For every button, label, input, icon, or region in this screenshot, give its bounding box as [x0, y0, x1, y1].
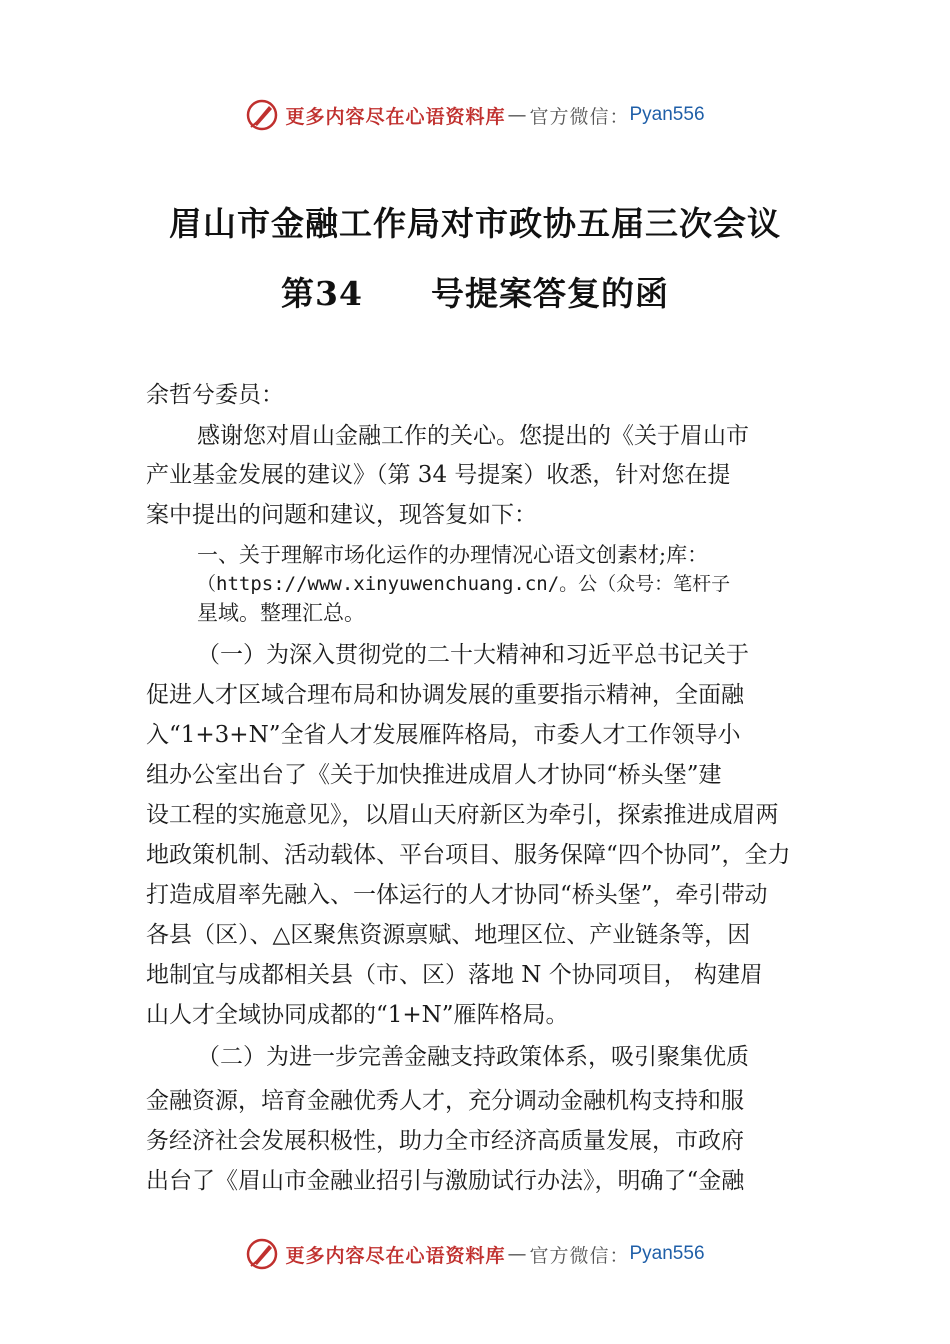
body-line: 感谢您对眉山金融工作的关心。您提出的《关于眉山市	[197, 423, 749, 449]
body-line: （二）为进一步完善金融支持政策体系，吸引聚集优质	[197, 1044, 749, 1070]
salutation: 余哲兮委员：	[146, 382, 284, 408]
body-line: 务经济社会发展积极性，助力全市经济高质量发展，市政府	[146, 1128, 744, 1154]
body-line: 出台了《眉山市金融业招引与激励试行办法》，明确了“金融	[146, 1168, 745, 1194]
body-line: 产业基金发展的建议》（第 34 号提案）收悉，针对您在提	[146, 462, 731, 488]
watermark-site-text: 更多内容尽在心语资料库	[285, 1244, 506, 1267]
body-line: 地政策机制、活动载体、平台项目、服务保障“四个协同”，全力	[146, 842, 791, 868]
body-line: 地制宜与成都相关县（市、区）落地 N 个协同项目， 构建眉	[146, 962, 764, 988]
watermark-dash: —	[507, 104, 528, 126]
body-line: 一、关于理解市场化运作的办理情况心语文创素材;库：	[197, 543, 709, 567]
quill-logo-icon	[245, 1237, 279, 1271]
watermark-site-text: 更多内容尽在心语资料库	[285, 105, 506, 128]
body-line: 设工程的实施意见》，以眉山天府新区为牵引，探索推进成眉两	[146, 802, 779, 828]
body-line: 金融资源，培育金融优秀人才，充分调动金融机构支持和服	[146, 1088, 744, 1114]
doc-title-line1: 眉山市金融工作局对市政协五届三次会议	[169, 204, 781, 243]
body-line: 星域。整理汇总。	[197, 601, 365, 625]
body-line: 各县（区）、△区聚焦资源禀赋、地理区位、产业链条等，因	[146, 922, 751, 948]
doc-title-line2: 第34 号提案答复的函	[281, 274, 669, 313]
watermark-banner-bottom	[0, 1234, 950, 1274]
watermark-wechat-id: Pyan556	[629, 104, 705, 125]
body-line-url: （https://www.xinyuwenchuang.cn/。公（众号：笔杆子	[197, 573, 731, 595]
body-line: 促进人才区域合理布局和协调发展的重要指示精神，全面融	[146, 682, 744, 708]
watermark-dash: —	[507, 1243, 528, 1265]
body-line: 组办公室出台了《关于加快推进成眉人才协同“桥头堡”建	[146, 762, 722, 788]
body-line: 案中提出的问题和建议，现答复如下：	[146, 502, 537, 528]
body-line: 入“1+3+N”全省人才发展雁阵格局，市委人才工作领导小	[146, 722, 741, 748]
body-line: 打造成眉率先融入、一体运行的人才协同“桥头堡”，牵引带动	[146, 882, 768, 908]
watermark-banner-top	[0, 95, 950, 135]
body-line: 山人才全域协同成都的“1+N”雁阵格局。	[146, 1002, 569, 1028]
watermark-label: 官方微信：	[529, 1244, 630, 1267]
body-line: （一）为深入贯彻党的二十大精神和习近平总书记关于	[197, 642, 749, 668]
watermark-wechat-id: Pyan556	[629, 1243, 705, 1264]
quill-logo-icon	[245, 98, 279, 132]
watermark-label: 官方微信：	[529, 105, 630, 128]
